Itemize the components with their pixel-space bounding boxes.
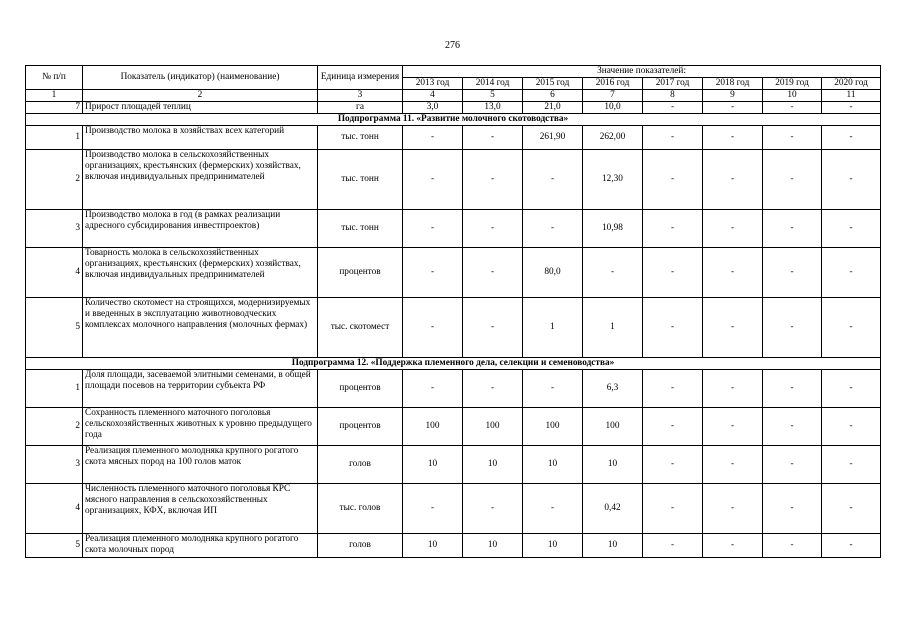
value-cell: - (523, 370, 583, 408)
value-cell: 10,0 (583, 102, 643, 114)
row-number: 2 (26, 408, 83, 446)
row-number: 3 (26, 446, 83, 484)
value-cell: - (403, 484, 463, 534)
value-cell: 0,42 (583, 484, 643, 534)
value-cell: - (583, 248, 643, 298)
value-cell: - (703, 446, 763, 484)
row-number: 4 (26, 248, 83, 298)
value-cell: - (463, 484, 523, 534)
value-cell: 13,0 (463, 102, 523, 114)
header-col-number: 8 (643, 90, 703, 102)
table-row (26, 534, 881, 558)
page-number: 276 (445, 40, 460, 51)
value-cell: 1 (523, 298, 583, 358)
unit-cell: тыс. тонн (318, 210, 403, 248)
header-year: 2015 год (523, 78, 583, 90)
unit-cell: процентов (318, 408, 403, 446)
value-cell: - (643, 150, 703, 210)
value-cell: - (763, 248, 822, 298)
header-year: 2017 год (643, 78, 703, 90)
value-cell: 3,0 (403, 102, 463, 114)
value-cell: - (403, 150, 463, 210)
value-cell: 12,30 (583, 150, 643, 210)
value-cell: - (703, 210, 763, 248)
value-cell: - (643, 370, 703, 408)
indicators-table (25, 65, 881, 558)
value-cell: 10 (583, 534, 643, 558)
row-number: 5 (26, 298, 83, 358)
value-cell: 10 (583, 446, 643, 484)
header-col-number: 9 (703, 90, 763, 102)
indicator-name: Численность племенного маточного поголовья КРС мясного направления в сельскохозяйственных организациях, КФХ, включая ИП (83, 484, 318, 534)
value-cell: 21,0 (523, 102, 583, 114)
table-row (26, 484, 881, 534)
row-number: 1 (26, 370, 83, 408)
section-row (26, 114, 881, 126)
value-cell: - (523, 150, 583, 210)
value-cell: - (822, 408, 881, 446)
value-cell: - (822, 446, 881, 484)
indicator-name: Реализация племенного молодняка крупного рогатого скота молочных пород (83, 534, 318, 558)
value-cell: 100 (583, 408, 643, 446)
unit-cell: процентов (318, 248, 403, 298)
value-cell: 10 (403, 534, 463, 558)
value-cell: - (703, 370, 763, 408)
value-cell: - (822, 210, 881, 248)
value-cell: - (763, 370, 822, 408)
table-row (26, 210, 881, 248)
header-num: № п/п (26, 66, 83, 90)
table-row (26, 408, 881, 446)
value-cell: 10 (463, 534, 523, 558)
indicator-name: Сохранность племенного маточного поголовья сельскохозяйственных животных к уровню предыдущего года (83, 408, 318, 446)
value-cell: - (703, 484, 763, 534)
unit-cell: тыс. голов (318, 484, 403, 534)
header-year: 2014 год (463, 78, 523, 90)
value-cell: - (643, 210, 703, 248)
value-cell: - (822, 370, 881, 408)
value-cell: - (763, 484, 822, 534)
value-cell: - (643, 248, 703, 298)
section-title: Подпрограмма 11. «Развитие молочного скотоводства» (26, 114, 881, 126)
value-cell: - (763, 446, 822, 484)
header-col-number: 10 (763, 90, 822, 102)
header-col-number: 4 (403, 90, 463, 102)
value-cell: - (403, 248, 463, 298)
table-row (26, 298, 881, 358)
unit-cell: голов (318, 534, 403, 558)
value-cell: 1 (583, 298, 643, 358)
value-cell: - (763, 210, 822, 248)
value-cell: - (763, 298, 822, 358)
indicator-name: Товарность молока в сельскохозяйственных организациях, крестьянских (фермерских) хозяйствах, включая индивидуальных предпринимателей (83, 248, 318, 298)
value-cell: - (643, 446, 703, 484)
header-col-number: 3 (318, 90, 403, 102)
header-col-number: 6 (523, 90, 583, 102)
unit-cell: голов (318, 446, 403, 484)
value-cell: - (463, 298, 523, 358)
header-col-number: 1 (26, 90, 83, 102)
value-cell: - (643, 408, 703, 446)
value-cell: 6,3 (583, 370, 643, 408)
value-cell: 10,98 (583, 210, 643, 248)
value-cell: - (403, 126, 463, 150)
header-unit: Единица измерения (318, 66, 403, 90)
value-cell: 10 (523, 534, 583, 558)
value-cell: - (703, 298, 763, 358)
table-row (26, 126, 881, 150)
value-cell: - (463, 126, 523, 150)
unit-cell: тыс. тонн (318, 126, 403, 150)
table-row (26, 150, 881, 210)
header-col-number: 2 (83, 90, 318, 102)
value-cell: - (822, 298, 881, 358)
indicator-name: Производство молока в хозяйствах всех категорий (83, 126, 318, 150)
value-cell: - (763, 126, 822, 150)
row-number: 7 (26, 102, 83, 114)
value-cell: 80,0 (523, 248, 583, 298)
value-cell: - (643, 534, 703, 558)
value-cell: - (523, 210, 583, 248)
header-values-title: Значение показателей: (403, 66, 881, 78)
value-cell: - (822, 150, 881, 210)
value-cell: - (822, 102, 881, 114)
value-cell: - (703, 248, 763, 298)
value-cell: - (463, 210, 523, 248)
value-cell: 100 (523, 408, 583, 446)
header-col-number: 5 (463, 90, 523, 102)
value-cell: - (763, 102, 822, 114)
value-cell: - (703, 126, 763, 150)
unit-cell: га (318, 102, 403, 114)
value-cell: - (523, 484, 583, 534)
value-cell: - (643, 102, 703, 114)
section-row (26, 358, 881, 370)
value-cell: - (822, 126, 881, 150)
unit-cell: процентов (318, 370, 403, 408)
row-number: 1 (26, 126, 83, 150)
header-indicator: Показатель (индикатор) (наименование) (83, 66, 318, 90)
value-cell: 100 (463, 408, 523, 446)
value-cell: - (822, 248, 881, 298)
value-cell: - (703, 150, 763, 210)
value-cell: - (763, 534, 822, 558)
value-cell: - (643, 298, 703, 358)
header-year: 2019 год (763, 78, 822, 90)
row-number: 3 (26, 210, 83, 248)
table-row (26, 102, 881, 114)
value-cell: - (703, 534, 763, 558)
value-cell: - (763, 408, 822, 446)
header-year: 2020 год (822, 78, 881, 90)
value-cell: - (822, 484, 881, 534)
value-cell: 261,90 (523, 126, 583, 150)
value-cell: - (703, 408, 763, 446)
unit-cell: тыс. тонн (318, 150, 403, 210)
value-cell: 10 (523, 446, 583, 484)
value-cell: 10 (463, 446, 523, 484)
table-row (26, 446, 881, 484)
row-number: 4 (26, 484, 83, 534)
table-row (26, 248, 881, 298)
section-title: Подпрограмма 12. «Поддержка племенного дела, селекции и семеноводства» (26, 358, 881, 370)
value-cell: 262,00 (583, 126, 643, 150)
header-year: 2016 год (583, 78, 643, 90)
row-number: 5 (26, 534, 83, 558)
value-cell: - (403, 370, 463, 408)
indicator-name: Производство молока в сельскохозяйственных организациях, крестьянских (фермерских) хозяйствах, включая индивидуальных предпринимателей (83, 150, 318, 210)
header-col-number: 7 (583, 90, 643, 102)
row-number: 2 (26, 150, 83, 210)
value-cell: - (763, 150, 822, 210)
value-cell: 10 (403, 446, 463, 484)
table-row (26, 370, 881, 408)
value-cell: 100 (403, 408, 463, 446)
indicator-name: Доля площади, засеваемой элитными семенами, в общей площади посевов на территории субъекта РФ (83, 370, 318, 408)
indicator-name: Количество скотомест на строящихся, модернизируемых и введенных в эксплуатацию животноводческих комплексах молочного направления (молочных фермах) (83, 298, 318, 358)
unit-cell: тыс. скотомест (318, 298, 403, 358)
value-cell: - (403, 298, 463, 358)
header-year: 2013 год (403, 78, 463, 90)
header-year: 2018 год (703, 78, 763, 90)
indicator-name: Реализация племенного молодняка крупного рогатого скота мясных пород на 100 голов маток (83, 446, 318, 484)
value-cell: - (463, 150, 523, 210)
value-cell: - (822, 534, 881, 558)
value-cell: - (463, 248, 523, 298)
value-cell: - (643, 484, 703, 534)
indicator-name: Производство молока в год (в рамках реализации адресного субсидирования инвестпроектов) (83, 210, 318, 248)
value-cell: - (403, 210, 463, 248)
value-cell: - (463, 370, 523, 408)
header-col-number: 11 (822, 90, 881, 102)
value-cell: - (703, 102, 763, 114)
indicator-name: Прирост площадей теплиц (83, 102, 318, 114)
value-cell: - (643, 126, 703, 150)
